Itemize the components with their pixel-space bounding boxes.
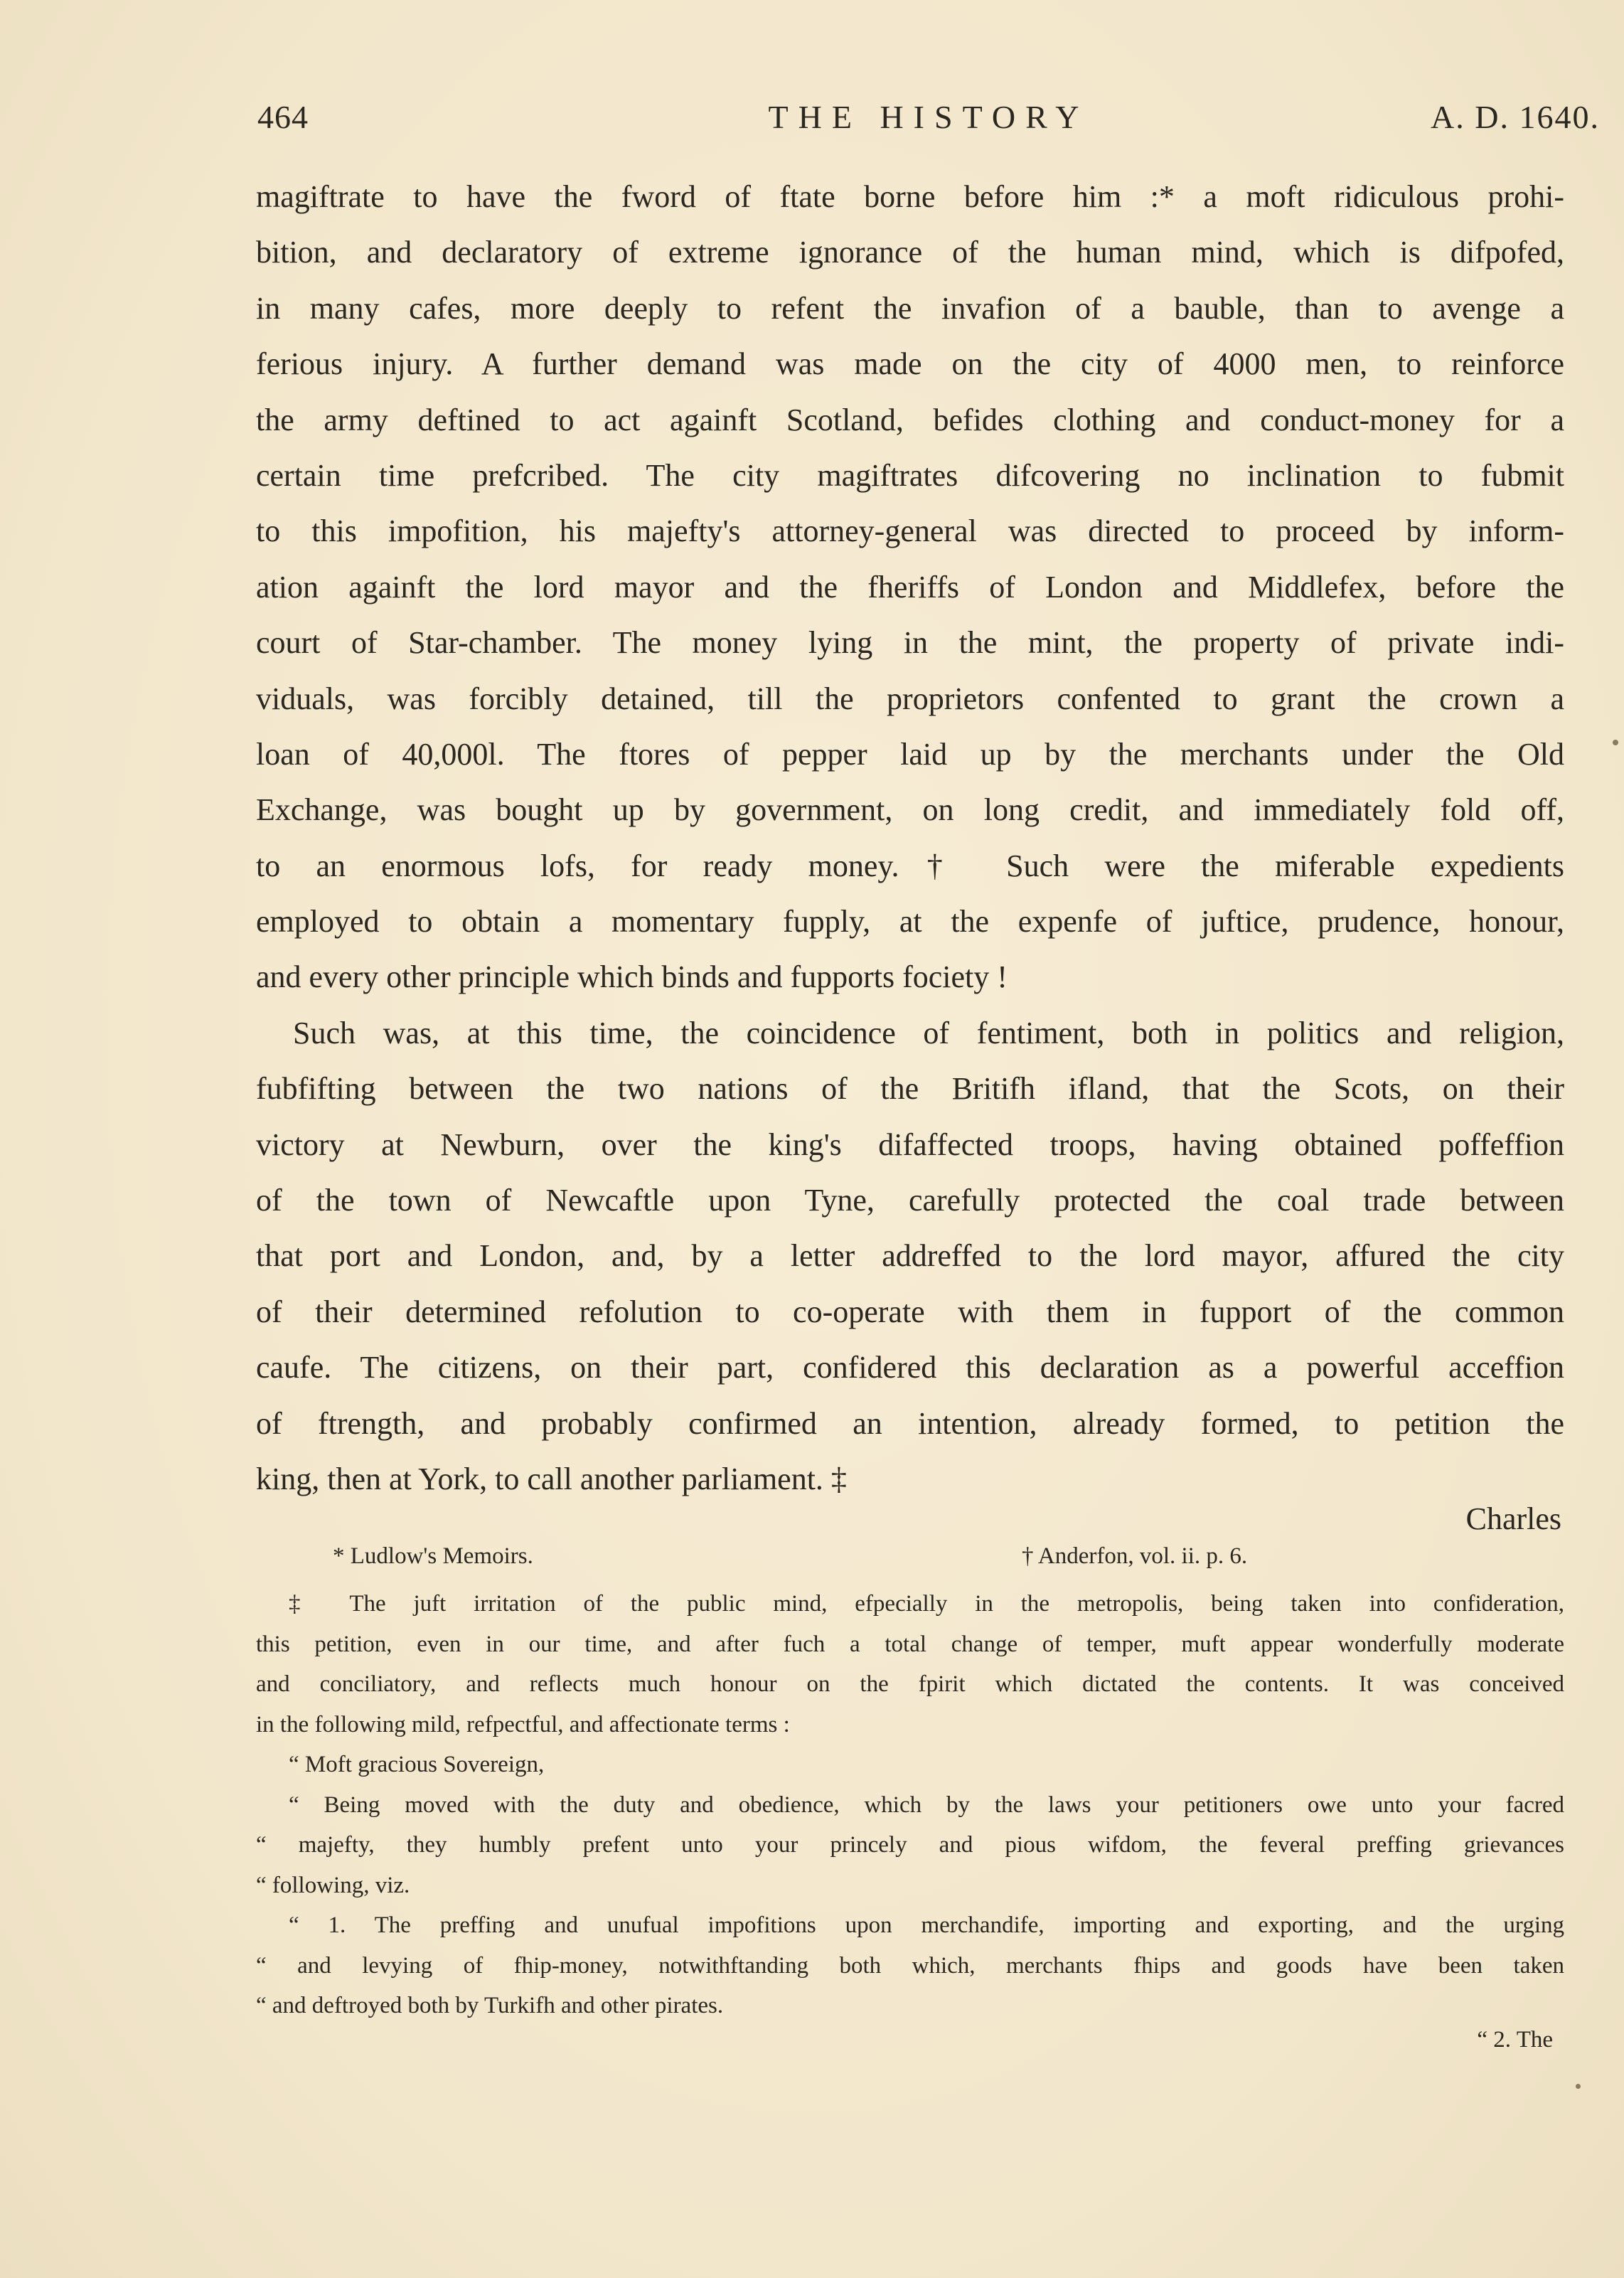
catchword: Charles	[1465, 1501, 1561, 1536]
footnotes	[256, 1543, 1564, 2026]
text-line: employed to obtain a momentary fupply, at the expenfe of juftice, prudence, honour,	[256, 904, 1564, 940]
text-line: in many cafes, more deeply to refent the invafion of a bauble, than to avenge a	[256, 290, 1564, 326]
text-line: the army deftined to act againft Scotland, befides clothing and conduct-money for a	[256, 402, 1564, 437]
page-number: 464	[257, 99, 309, 135]
paper-speck	[1613, 740, 1618, 745]
text-line: to this impofition, his majefty's attorney-general was directed to proceed by inform-	[256, 513, 1564, 549]
footnote-line: “ and levying of fhip-money, notwithftanding both which, merchants fhips and goods have been taken	[256, 1952, 1564, 1979]
text-line: court of Star-chamber. The money lying in the mint, the property of private indi-	[256, 625, 1564, 661]
footnote-line: “ Moft gracious Sovereign,	[289, 1752, 545, 1777]
text-line: Such was, at this time, the coincidence of fentiment, both in politics and religion,	[293, 1015, 1564, 1050]
footnote-line: and conciliatory, and reflects much honour on the fpirit which dictated the contents. It was conceived	[256, 1671, 1564, 1697]
text-line: caufe. The citizens, on their part, confidered this declaration as a powerful acceffion	[256, 1350, 1564, 1385]
paper-speck	[1576, 2084, 1581, 2089]
footnote-line: “ following, viz.	[256, 1872, 410, 1898]
footnote-line: in the following mild, refpectful, and affectionate terms :	[256, 1711, 790, 1737]
footnote-line: “ and deftroyed both by Turkifh and other pirates.	[256, 1993, 724, 2018]
text-line: of their determined refolution to co-operate with them in fupport of the common	[256, 1294, 1564, 1329]
text-line: that port and London, and, by a letter addreffed to the lord mayor, affured the city	[256, 1238, 1564, 1274]
text-line: magiftrate to have the fword of ftate borne before him :* a moft ridiculous prohi-	[256, 179, 1564, 214]
main-text	[256, 169, 1564, 1507]
footnote-row	[256, 1543, 1564, 1584]
text-line: of the town of Newcaftle upon Tyne, carefully protected the coal trade between	[256, 1183, 1564, 1218]
footnote-line: “ Being moved with the duty and obedience, which by the laws your petitioners owe unto your facred	[289, 1792, 1564, 1818]
footnote-catchword: “ 2. The	[1477, 2027, 1553, 2053]
text-line: victory at Newburn, over the king's difaffected troops, having obtained poffeffion	[256, 1127, 1564, 1162]
footnote-line: “ 1. The preffing and unufual impofitions upon merchandife, importing and exporting, and the urging	[289, 1912, 1564, 1938]
text-line: Exchange, was bought up by government, on long credit, and immediately fold off,	[256, 792, 1564, 828]
text-line: ferious injury. A further demand was made on the city of 4000 men, to reinforce	[256, 346, 1564, 382]
footnote-line: “ majefty, they humbly prefent unto your princely and pious wifdom, the feveral preffing grievances	[256, 1832, 1564, 1858]
text-line: bition, and declaratory of extreme ignorance of the human mind, which is difpofed,	[256, 235, 1564, 270]
header-date: A. D. 1640.	[1431, 99, 1600, 135]
text-line: to an enormous lofs, for ready money.† Such were the miferable expedients	[256, 848, 1564, 883]
text-line: ation againft the lord mayor and the fheriffs of London and Middlefex, before the	[256, 569, 1564, 605]
footnote-line: this petition, even in our time, and after fuch a total change of temper, muft appear wonderfully moderate	[256, 1631, 1564, 1657]
running-title: THE HISTORY	[768, 99, 1089, 135]
text-line: of ftrength, and probably confirmed an intention, already formed, to petition the	[256, 1405, 1564, 1441]
footnote-dagger: † Anderfon, vol. ii. p. 6.	[1022, 1543, 1248, 1569]
text-line: king, then at York, to call another parliament. ‡	[256, 1461, 847, 1496]
text-line: fubfifting between the two nations of the Britifh ifland, that the Scots, on their	[256, 1071, 1564, 1107]
text-line: certain time prefcribed. The city magiftrates difcovering no inclination to fubmit	[256, 457, 1564, 493]
footnote-line: ‡ The juft irritation of the public mind, efpecially in the metropolis, being taken into confideration,	[289, 1591, 1564, 1617]
text-line: and every other principle which binds and fupports fociety !	[256, 959, 1008, 995]
text-line: loan of 40,000l. The ftores of pepper laid up by the merchants under the Old	[256, 736, 1564, 772]
text-line: viduals, was forcibly detained, till the proprietors confented to grant the crown a	[256, 681, 1564, 716]
running-header	[257, 98, 1600, 148]
footnote-star: * Ludlow's Memoirs.	[333, 1543, 533, 1569]
